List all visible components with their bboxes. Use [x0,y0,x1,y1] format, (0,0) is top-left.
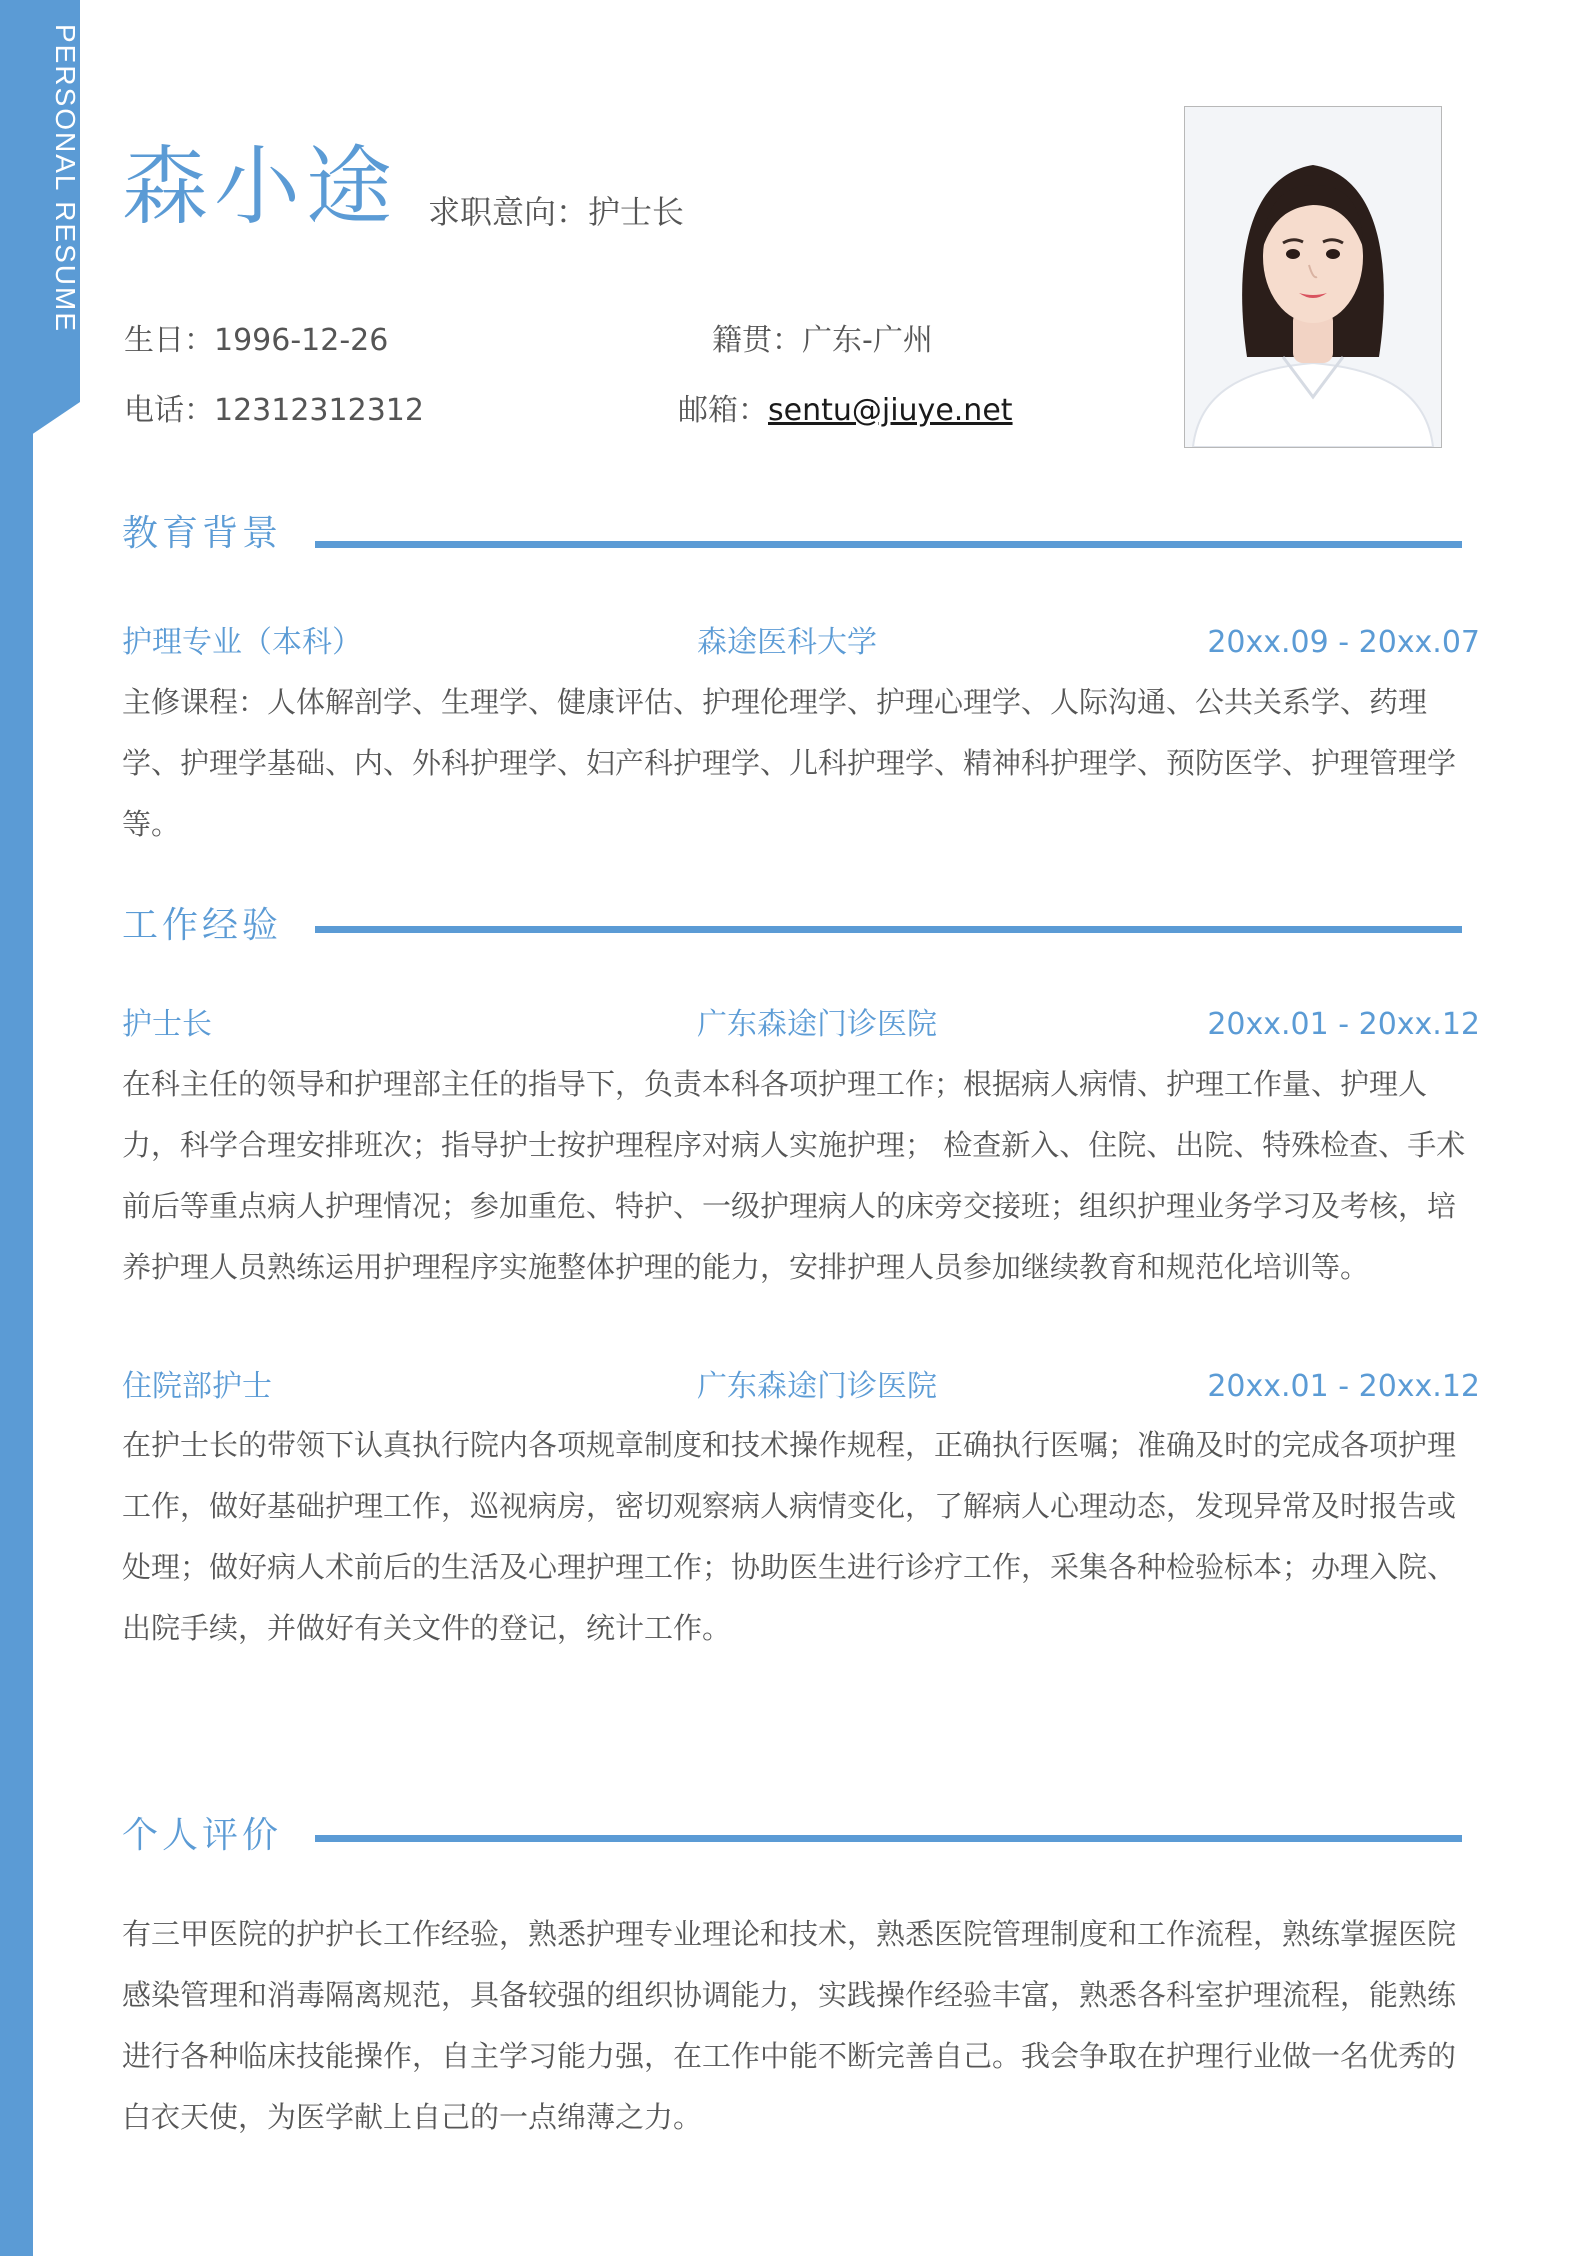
job-objective [428,190,684,234]
banner-text: PERSONAL RESUME [50,24,81,334]
work-title: 工作经验 [122,905,283,946]
phone-value: 12312312312 [214,393,424,428]
phone-label: 电话： [124,393,214,428]
hometown-info [712,320,933,362]
resume-banner [0,0,80,456]
candidate-name: 森小途 [122,137,398,237]
objective-value: 护士长 [588,193,685,231]
birthday-info [124,320,388,362]
objective-label: 求职意向： [428,193,589,231]
work-detail: 在科主任的领导和护理部主任的指导下，负责本科各项护理工作；根据病人病情、护理工作量、护理人力，科学合理安排班次；指导护士按护理程序对病人实施护理； 检查新入、住院、出院、特殊检查、手术前后等重点病人护理情况；参加重危、特护、一级护理病人的床旁交接班；组织护理业务学习及考核，培养护理人员熟练运用护理程序实施整体护理的能力，安排护理人员参加继续教育和规范化培训等。 [122,1067,1466,1284]
evaluation-rule [315,1835,1462,1842]
email-label: 邮箱： [678,393,768,428]
work-entry-1-header [122,1004,1480,1046]
work-position: 护士长 [122,1007,212,1042]
work-period: 20xx.01 - 20xx.12 [1207,1007,1480,1042]
evaluation-text: 有三甲医院的护护长工作经验，熟悉护理专业理论和技术，熟悉医院管理制度和工作流程，熟练掌握医院感染管理和消毒隔离规范，具备较强的组织协调能力，实践操作经验丰富，熟悉各科室护理流程，能熟练进行各种临床技能操作，自主学习能力强，在工作中能不断完善自己。我会争取在护理行业做一名优秀的白衣天使，为医学献上自己的一点绵薄之力。 [122,1917,1457,2134]
education-detail: 主修课程：人体解剖学、生理学、健康评估、护理伦理学、护理心理学、人际沟通、公共关系学、药理学、护理学基础、内、外科护理学、妇产科护理学、儿科护理学、精神科护理学、预防医学、护理管理学等。 [122,685,1457,841]
profile-photo [1184,106,1442,448]
work-company: 广东森途门诊医院 [697,1369,937,1404]
education-period: 20xx.09 - 20xx.07 [1207,625,1480,660]
education-entry-header [122,622,1480,664]
work-entry-2-header [122,1366,1480,1408]
education-major: 护理专业（本科） [122,625,362,660]
evaluation-title: 个人评价 [122,1815,283,1856]
hometown-value: 广东-广州 [802,323,933,358]
work-position: 住院部护士 [122,1369,272,1404]
work-company: 广东森途门诊医院 [697,1007,937,1042]
work-period: 20xx.01 - 20xx.12 [1207,1369,1480,1404]
work-detail: 在护士长的带领下认真执行院内各项规章制度和技术操作规程，正确执行医嘱；准确及时的完成各项护理工作，做好基础护理工作，巡视病房，密切观察病人病情变化，了解病人心理动态，发现异常及时报告或处理；做好病人术前后的生活及心理护理工作；协助医生进行诊疗工作，采集各种检验标本；办理入院、出院手续，并做好有关文件的登记，统计工作。 [122,1428,1457,1645]
phone-info [124,390,424,432]
education-rule [315,541,1462,548]
birthday-label: 生日： [124,323,214,358]
education-school: 森途医科大学 [697,625,877,660]
birthday-value: 1996-12-26 [214,323,389,358]
education-title: 教育背景 [122,513,283,554]
hometown-label: 籍贯： [712,323,802,358]
portrait-illustration [1185,107,1441,447]
email-link[interactable]: sentu@jiuye.net [768,393,1013,428]
work-rule [315,926,1462,933]
email-info [678,390,1013,432]
